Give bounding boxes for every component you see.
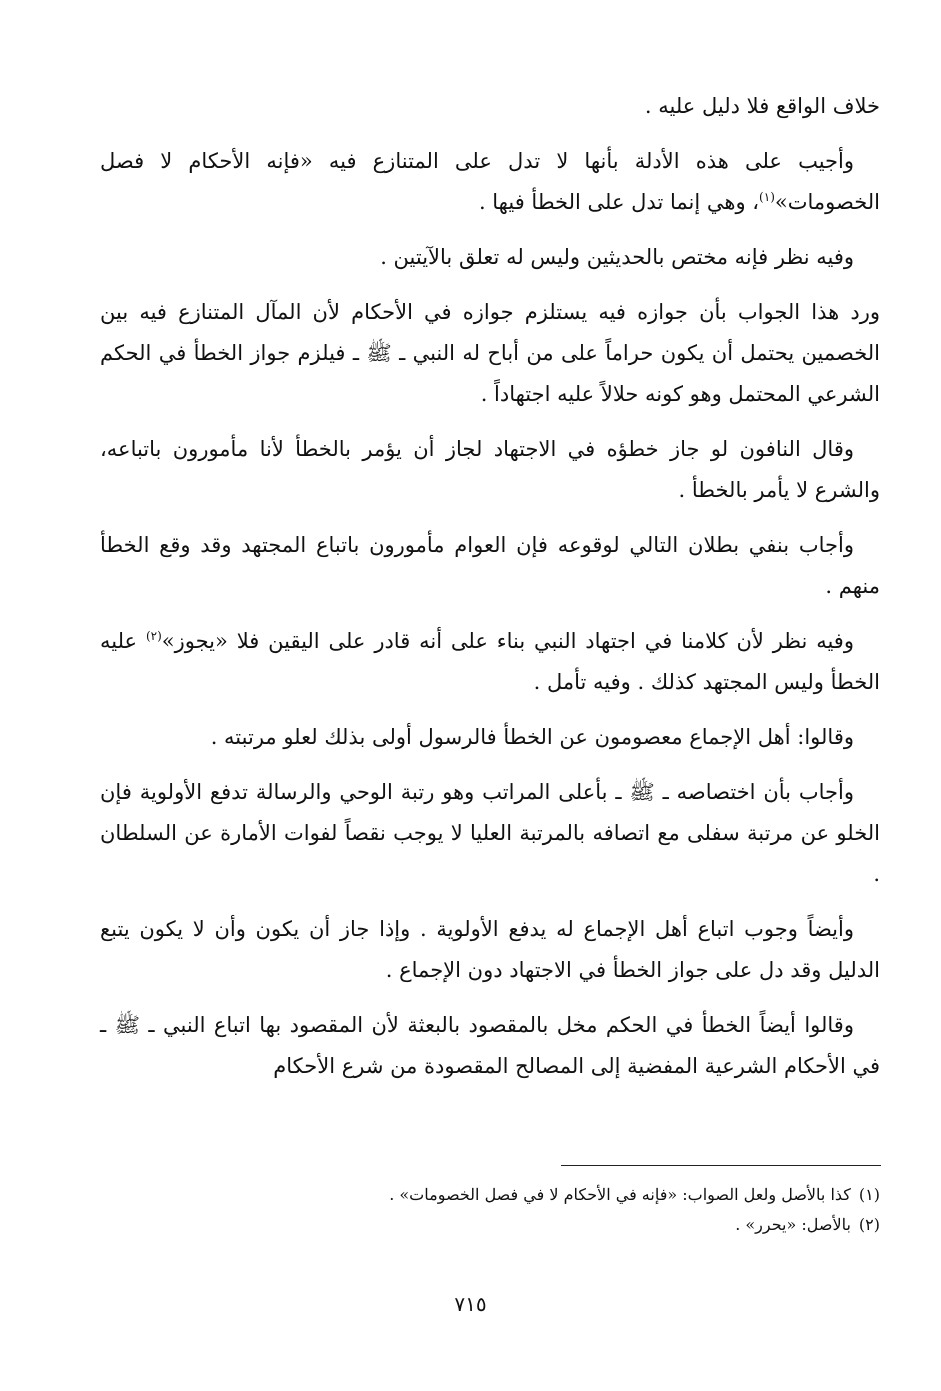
paragraph-7 [100, 621, 880, 703]
footnote-1 [100, 1180, 880, 1210]
paragraph-6 [100, 525, 880, 607]
footnotes [100, 1180, 880, 1240]
footnote-2-number: (٢) [858, 1215, 880, 1234]
paragraph-7-text: وفيه نظر لأن كلامنا في اجتهاد النبي بناء على أنه قادر على اليقين فلا «يجوز» [161, 629, 854, 653]
paragraph-2-text: وأجيب على هذه الأدلة بأنها لا تدل على المتنازع فيه «فإنه الأحكام لا فصل الخصومات» [100, 149, 880, 214]
paragraph-3-text: وفيه نظر فإنه مختص بالحديثين وليس له تعلق بالآيتين . [380, 245, 854, 269]
paragraph-5 [100, 429, 880, 511]
paragraph-8 [100, 717, 880, 758]
paragraph-2-after: ، وهي إنما تدل على الخطأ فيها . [478, 190, 760, 214]
footnote-2-text: بالأصل: «يحرر» . [735, 1215, 851, 1234]
paragraph-11-text: وقالوا أيضاً الخطأ في الحكم مخل بالمقصود بالبعثة لأن المقصود بها اتباع النبي ـ ﷺ ـ في الأحكام الشرعية المفضية إلى المصالح المقصودة من شرع الأحكام [100, 1013, 880, 1078]
page-number: ٧١٥ [454, 1292, 487, 1316]
paragraph-5-text: وقال النافون لو جاز خطؤه في الاجتهاد لجاز أن يؤمر بالخطأ لأنا مأمورون باتباعه، والشرع لا يأمر بالخطأ . [100, 437, 880, 502]
paragraph-4-text: ورد هذا الجواب بأن جوازه فيه يستلزم جوازه في الأحكام لأن المآل المتنازع فيه بين الخصمين يحتمل أن يكون حراماً على من أباح له النبي ـ ﷺ ـ فيلزم جواز الخطأ في الحكم الشرعي المحتمل وهو كونه حلالاً عليه اجتهاداً . [100, 300, 880, 406]
paragraph-1-text: خلاف الواقع فلا دليل عليه . [644, 94, 880, 118]
paragraph-8-text: وقالوا: أهل الإجماع معصومون عن الخطأ فالرسول أولى بذلك لعلو مرتبته . [210, 725, 854, 749]
paragraph-1 [100, 86, 880, 127]
footnote-ref-2[interactable]: (٢) [145, 629, 162, 643]
paragraph-10-text: وأيضاً وجوب اتباع أهل الإجماع له يدفع الأولوية . وإذا جاز أن يكون وأن لا يكون يتبع الدليل وقد دل على جواز الخطأ في الاجتهاد دون الإجماع . [100, 917, 880, 982]
footnote-2 [100, 1210, 880, 1240]
footnote-ref-1[interactable]: (١) [759, 190, 775, 204]
paragraph-10 [100, 909, 880, 991]
paragraph-7-after: عليه الخطأ وليس المجتهد كذلك . وفيه تأمل . [100, 629, 880, 694]
paragraph-9 [100, 772, 880, 895]
footnote-1-number: (١) [858, 1185, 880, 1204]
footnote-divider [561, 1165, 881, 1166]
footnote-1-text: كذا بالأصل ولعل الصواب: «فإنه في الأحكام لا في فصل الخصومات» . [389, 1185, 851, 1204]
paragraph-4 [100, 292, 880, 415]
paragraph-2 [100, 141, 880, 223]
paragraph-9-text: وأجاب بأن اختصاصه ـ ﷺ ـ بأعلى المراتب وهو رتبة الوحي والرسالة تدفع الأولوية فإن الخلو عن مرتبة سفلى مع اتصافه بالمرتبة العليا لا يوجب نقصاً لفوات الأمارة عن السلطان . [100, 780, 880, 886]
paragraph-11 [100, 1005, 880, 1087]
paragraph-6-text: وأجاب بنفي بطلان التالي لوقوعه فإن العوام مأمورون باتباع المجتهد وقد وقع الخطأ منهم . [100, 533, 880, 598]
main-text [100, 86, 880, 1101]
paragraph-3 [100, 237, 880, 278]
